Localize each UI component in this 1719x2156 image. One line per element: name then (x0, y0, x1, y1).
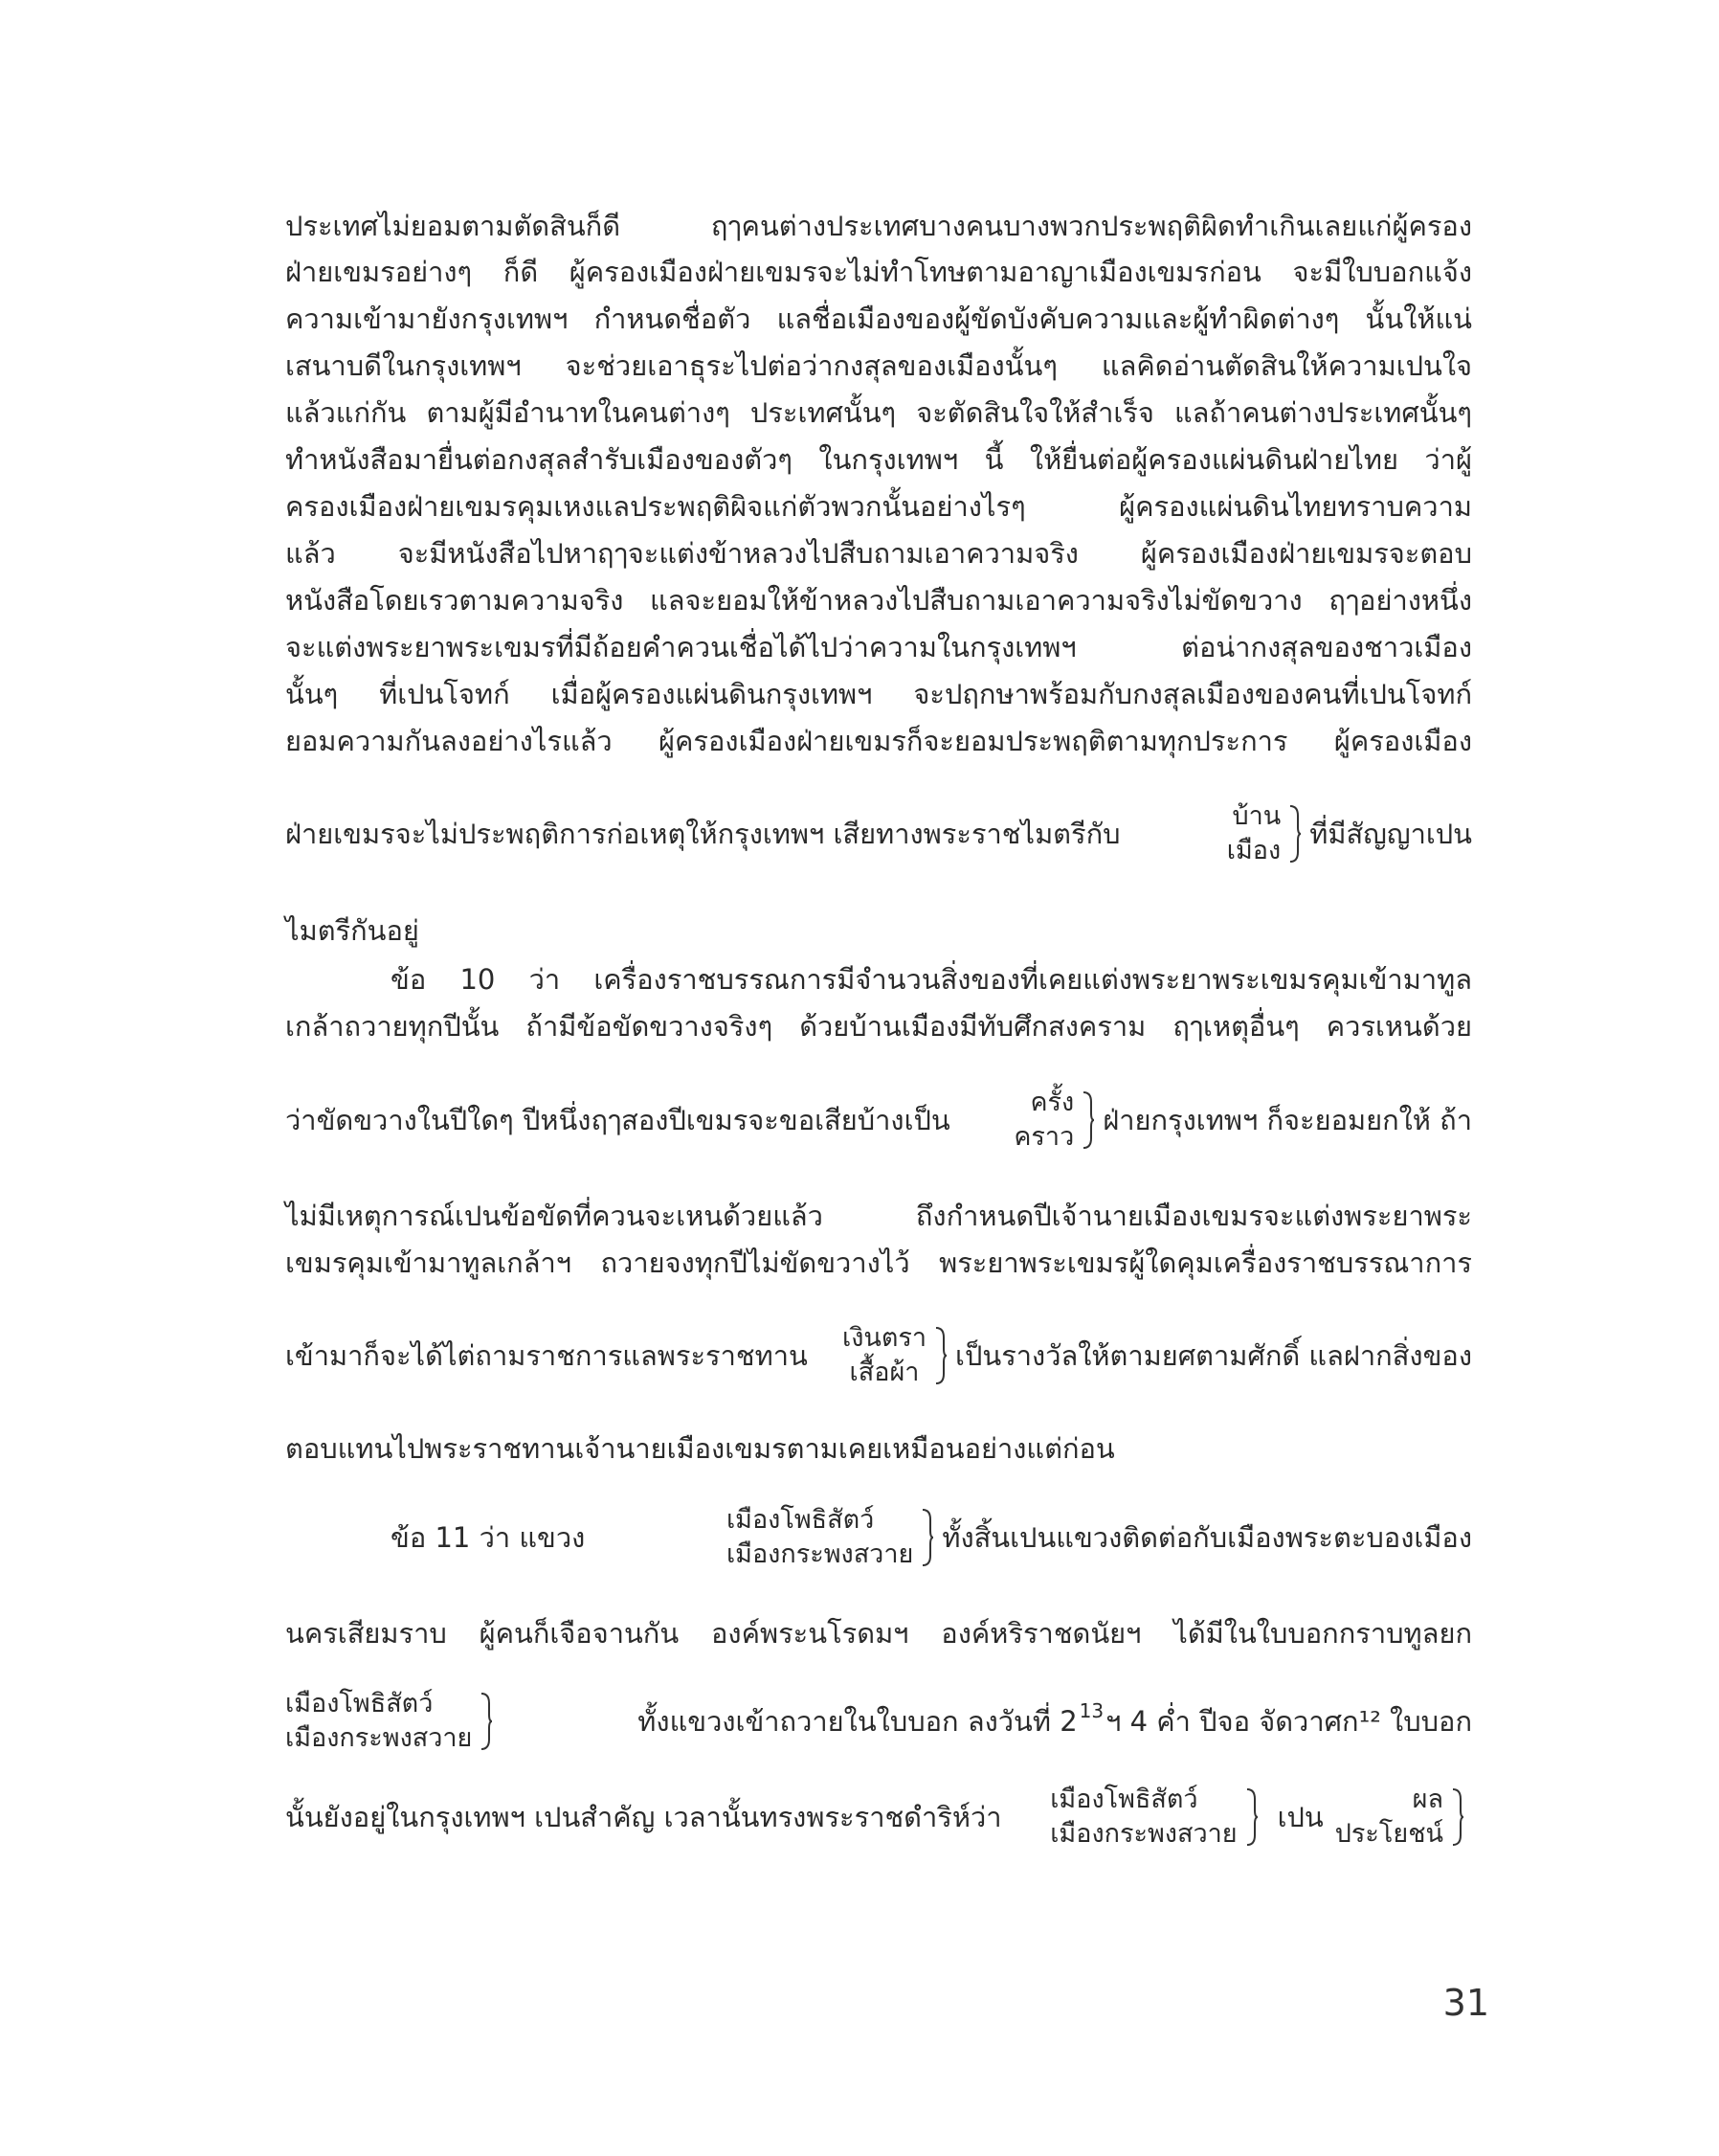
page-number: 31 (1442, 1982, 1489, 2024)
text-line: เกล้าถวายทุกปีนั้น ถ้ามีข้อขัดขวางจริงๆ ด้วยบ้านเมืองมีทับศึกสงคราม ฤๅเหตุอื่นๆ ควรเหนด้วย (285, 1010, 1472, 1043)
text-segment: ฯ 4 ค่ำ ปีจอ จัดวาศก¹² ใบบอก (1105, 1705, 1472, 1738)
brace-line (285, 1687, 1472, 1756)
superscript: 13 (1079, 1699, 1105, 1722)
text-segment: ว่าขัดขวางในปีใดๆ ปีหนึ่งฤๅสองปีเขมรจะขอเสียบ้างเป็น (285, 1104, 950, 1136)
text-line: หนังสือโดยเรวตามความจริง แลจะยอมให้ข้าหลวงไปสืบถามเอาความจริงไม่ขัดขวาง ฤๅอย่างหนึ่ง (285, 584, 1472, 617)
stacked-word: ประโยชน์ (1334, 1819, 1443, 1849)
stacked-word: บ้าน (1232, 801, 1282, 831)
text-line: นครเสียมราบ ผู้คนก็เจือจานกัน องค์พระนโรดมฯ องค์หริราชดนัยฯ ได้มีในใบบอกกราบทูลยก (285, 1617, 1472, 1650)
stacked-words (1227, 799, 1281, 868)
stacked-words (726, 1503, 913, 1572)
text-line: เขมรคุมเข้ามาทูลเกล้าฯ ถวายจงทุกปีไม่ขัดขวางไว้ พระยาพระเขมรผู้ใดคุมเครื่องราชบรรณาการ (285, 1246, 1472, 1279)
brace-group (1014, 1086, 1472, 1155)
right-brace-icon (480, 1692, 493, 1751)
brace-group (1050, 1783, 1472, 1852)
right-brace-icon (934, 1326, 948, 1385)
right-brace-icon (1245, 1787, 1259, 1847)
text-line: ความเข้ามายังกรุงเทพฯ กำหนดชื่อตัว แลชื่อเมืองของผู้ขัดบังคับความและผู้ทำผิดต่างๆ นั้นให้แน่ (285, 303, 1472, 335)
stacked-word: ครั้ง (1030, 1088, 1075, 1117)
stacked-word: เมืองกระพงสวาย (1050, 1819, 1238, 1849)
text-segment: ฝ่ายเขมรจะไม่ประพฤติการก่อเหตุให้กรุงเทพฯ เสียทางพระราชไมตรีกับ (285, 818, 1121, 850)
right-brace-icon (1451, 1787, 1464, 1847)
stacked-words (1335, 1783, 1443, 1852)
brace-group (285, 1687, 501, 1756)
stacked-words (1014, 1086, 1074, 1155)
brace-group (726, 1503, 1472, 1572)
stacked-word: เมืองกระพงสวาย (285, 1723, 473, 1753)
stacked-word: เมืองโพธิสัตว์ (285, 1689, 434, 1718)
right-brace-icon (1288, 804, 1302, 864)
stacked-word: เมืองโพธิสัตว์ (1050, 1785, 1198, 1814)
text-segment: ข้อ 11 ว่า แขวง (391, 1521, 586, 1554)
clause-10-heading-line: ข้อ 10 ว่า เครื่องราชบรรณการมีจำนวนสิ่งของที่เคยแต่งพระยาพระเขมรคุมเข้ามาทูล (391, 963, 1472, 996)
text-line: ฝ่ายเขมรอย่างๆ ก็ดี ผู้ครองเมืองฝ่ายเขมรจะไม่ทำโทษตามอาญาเมืองเขมรก่อน จะมีใบบอกแจ้ง (285, 256, 1472, 288)
brace-line (285, 1086, 1472, 1155)
text-segment: ทั้งแขวงเข้าถวายในใบบอก ลงวันที่ 2 (637, 1705, 1078, 1738)
stacked-word: ผล (1412, 1785, 1443, 1814)
text-segment: เปน (1277, 1801, 1324, 1833)
stacked-words (1050, 1783, 1237, 1852)
stacked-word: เมืองโพธิสัตว์ (726, 1505, 875, 1535)
right-brace-icon (1082, 1090, 1095, 1150)
brace-line (285, 1783, 1472, 1852)
text-line: ครองเมืองฝ่ายเขมรคุมเหงแลประพฤติผิจแก่ตัวพวกนั้นอย่างไรๆ ผู้ครองแผ่นดินไทยทราบความ (285, 490, 1472, 523)
text-line: ทำหนังสือมายื่นต่อกงสุลสำรับเมืองของตัวๆ ในกรุงเทพฯ นี้ ให้ยื่นต่อผู้ครองแผ่นดินฝ่ายไทย ว่าผู้ (285, 443, 1472, 476)
stacked-word: คราว (1014, 1122, 1075, 1152)
text-line: ไม่มีเหตุการณ์เปนข้อขัดที่ควนจะเหนด้วยแล้ว ถึงกำหนดปีเจ้านายเมืองเขมรจะแต่งพระยาพระ (285, 1200, 1472, 1232)
text-segment: เข้ามาก็จะได้ไต่ถามราชการแลพระราชทาน (285, 1339, 808, 1372)
stacked-word: เมืองกระพงสวาย (726, 1539, 914, 1569)
text-line: ยอมความกันลงอย่างไรแล้ว ผู้ครองเมืองฝ่ายเขมรก็จะยอมประพฤติตามทุกประการ ผู้ครองเมือง (285, 725, 1472, 757)
text-line: ตอบแทนไปพระราชทานเจ้านายเมืองเขมรตามเคยเหมือนอย่างแต่ก่อน (285, 1432, 1115, 1465)
text-line: เสนาบดีในกรุงเทพฯ จะช่วยเอาธุระไปต่อว่ากงสุลของเมืองนั้นๆ แลคิดอ่านตัดสินให้ความเปนใจ (285, 349, 1472, 382)
stacked-word: เสื้อผ้า (849, 1358, 920, 1387)
clause-11-brace-line (391, 1503, 1472, 1572)
stacked-word: เมือง (1226, 836, 1282, 865)
brace-line (285, 1321, 1472, 1390)
right-brace-icon (921, 1508, 934, 1567)
stacked-words (842, 1321, 926, 1390)
text-segment: ที่มีสัญญาเปน (1309, 818, 1472, 850)
brace-group (842, 1321, 1472, 1390)
text-line: แล้ว จะมีหนังสือไปหาฤๅจะแต่งข้าหลวงไปสืบถามเอาความจริง ผู้ครองเมืองฝ่ายเขมรจะตอบ (285, 537, 1472, 570)
text-segment: นั้นยังอยู่ในกรุงเทพฯ เปนสำคัญ เวลานั้นทรงพระราชดำริห์ว่า (285, 1801, 1002, 1833)
text-segment: ทั้งสิ้นเปนแขวงติดต่อกับเมืองพระตะบองเมือง (942, 1521, 1472, 1554)
text-line: แล้วแก่กัน ตามผู้มีอำนาทในคนต่างๆ ประเทศนั้นๆ จะตัดสินใจให้สำเร็จ แลถ้าคนต่างประเทศนั้นๆ (285, 396, 1472, 429)
text-line: ประเทศไม่ยอมตามตัดสินก็ดี ฤๅคนต่างประเทศบางคนบางพวกประพฤติผิดทำเกินเลยแก่ผู้ครอง (285, 210, 1472, 242)
stacked-word: เงินตรา (841, 1323, 927, 1353)
text-line: นั้นๆ ที่เปนโจทก์ เมื่อผู้ครองแผ่นดินกรุงเทพฯ จะปฤกษาพร้อมกับกงสุลเมืองของคนที่เปนโจทก์ (285, 678, 1472, 710)
brace-group (1227, 799, 1472, 868)
text-segment: ฝ่ายกรุงเทพฯ ก็จะยอมยกให้ ถ้า (1103, 1104, 1472, 1136)
text-segment: เป็นรางวัลให้ตามยศตามศักดิ์ แลฝากสิ่งของ (955, 1339, 1472, 1372)
brace-line (285, 799, 1472, 868)
text-line: ไมตรีกันอยู่ (285, 914, 419, 947)
text-line: จะแต่งพระยาพระเขมรที่มีถ้อยคำควนเชื่อได้ไปว่าความในกรุงเทพฯ ต่อน่ากงสุลของชาวเมือง (285, 631, 1472, 663)
stacked-words (285, 1687, 472, 1756)
